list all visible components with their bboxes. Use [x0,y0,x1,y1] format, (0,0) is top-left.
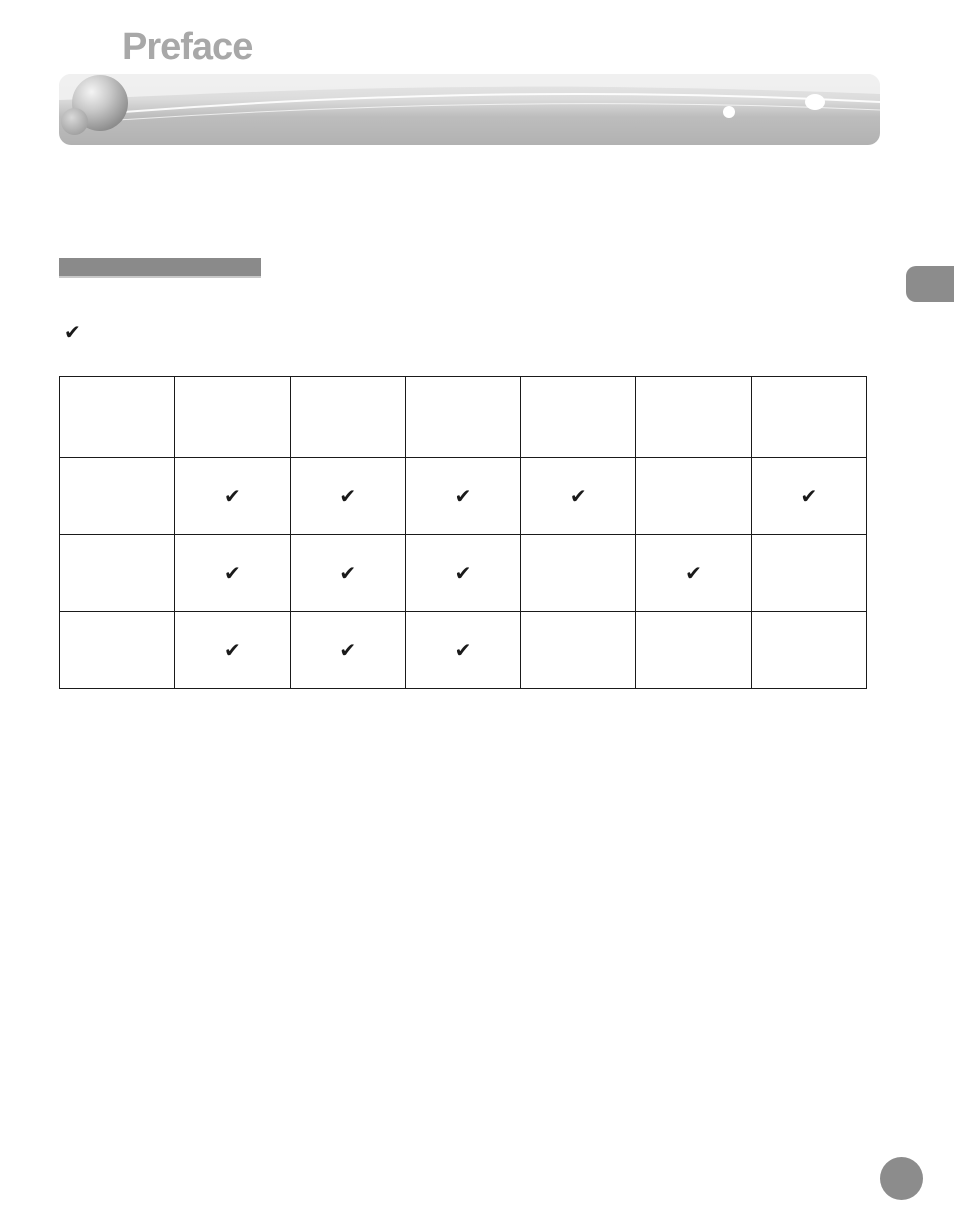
check-icon: ✔ [175,535,290,612]
banner-dot-icon [723,106,735,118]
table-cell [636,612,751,689]
table-header-cell [60,377,175,458]
table-cell [751,612,866,689]
page-title: Preface [122,26,253,68]
check-icon: ✔ [290,535,405,612]
check-icon: ✔ [175,612,290,689]
check-icon: ✔ [405,612,520,689]
table-cell [60,612,175,689]
orb-small-icon [61,108,88,135]
section-heading-bar [59,258,261,278]
table-header-cell [290,377,405,458]
chapter-tab [906,266,954,302]
table-row [60,612,867,689]
table-row [60,458,867,535]
legend-check-icon: ✔ [64,320,81,344]
check-icon: ✔ [405,458,520,535]
table-cell [60,458,175,535]
table-header-cell [521,377,636,458]
table-header-row [60,377,867,458]
table-header-cell [405,377,520,458]
check-icon: ✔ [175,458,290,535]
table-cell [60,535,175,612]
table-header-cell [636,377,751,458]
banner-dot-icon [805,94,825,110]
check-icon: ✔ [751,458,866,535]
table-header-cell [175,377,290,458]
page-number-badge [880,1157,923,1200]
check-icon: ✔ [290,458,405,535]
check-icon: ✔ [521,458,636,535]
table-cell [636,458,751,535]
check-icon: ✔ [636,535,751,612]
table-header-cell [751,377,866,458]
table-cell [751,535,866,612]
banner-swoosh [59,74,880,145]
table-row [60,535,867,612]
table-cell [521,612,636,689]
table-cell [521,535,636,612]
check-icon: ✔ [405,535,520,612]
header-banner [59,74,880,145]
check-icon: ✔ [290,612,405,689]
feature-table [59,376,867,689]
